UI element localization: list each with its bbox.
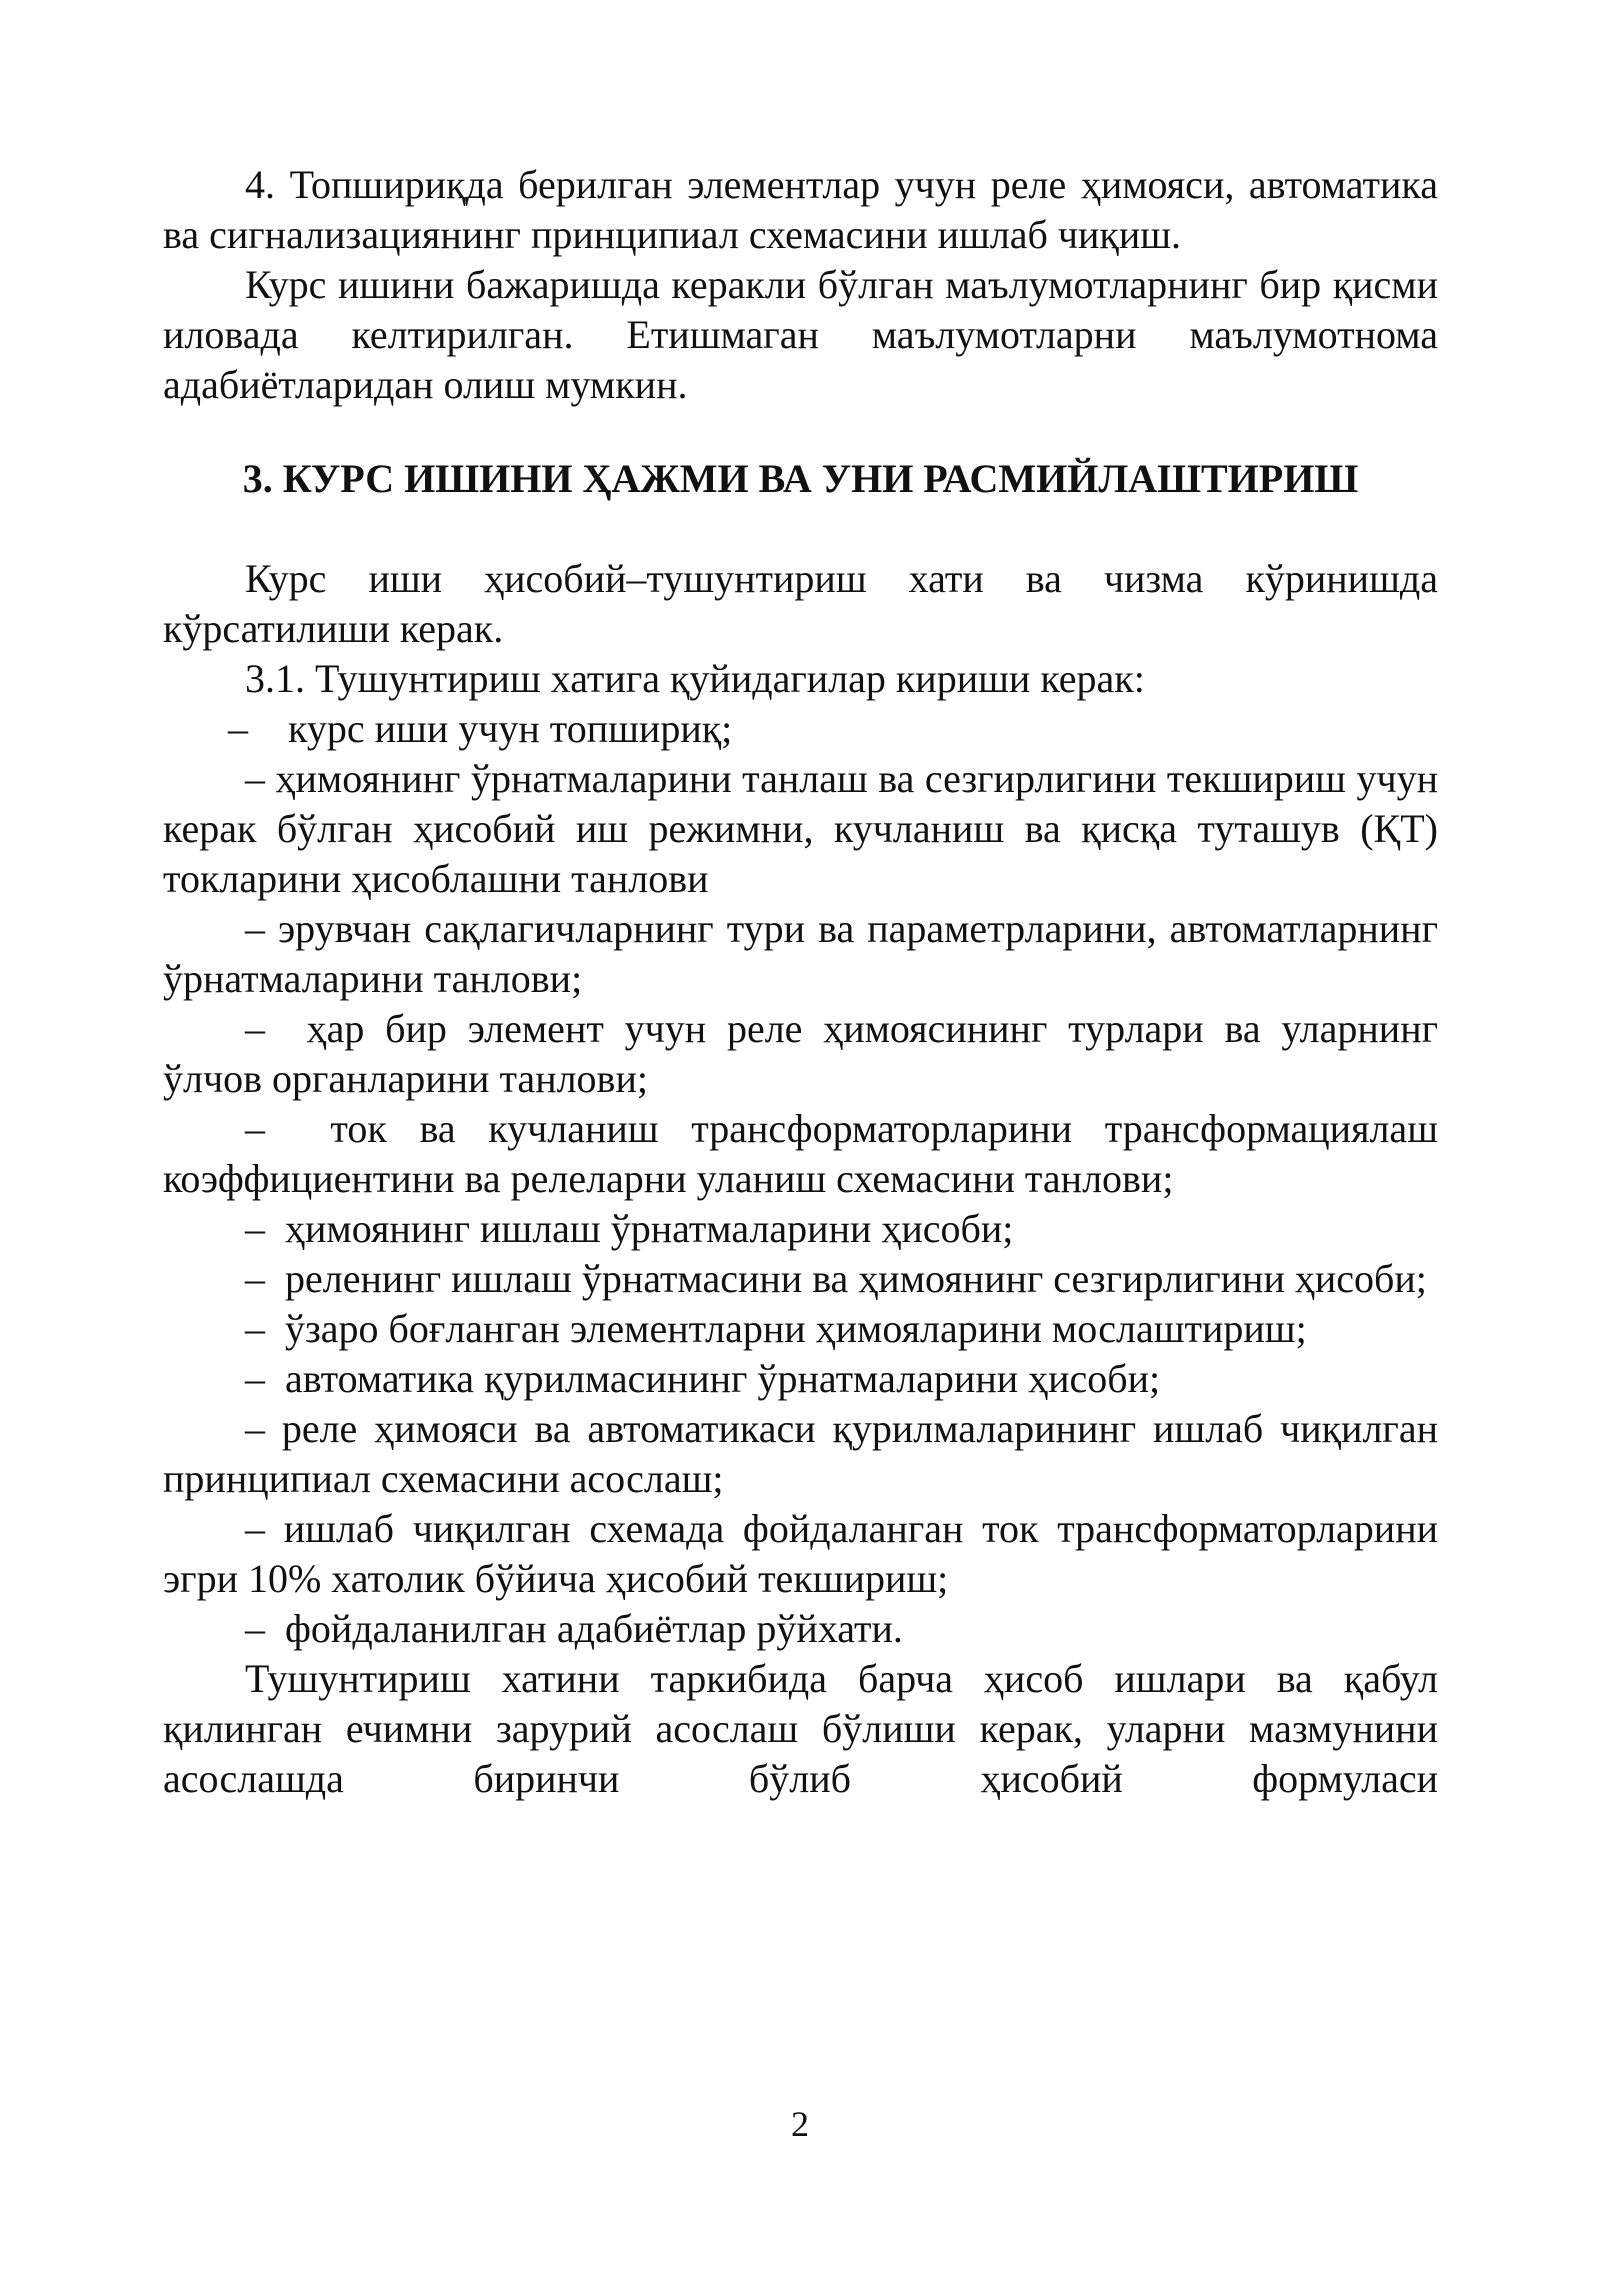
list-item: – фойдаланилган адабиётлар рўйхати.: [245, 1606, 903, 1651]
section-heading: 3. КУРС ИШИНИ ҲАЖМИ ВА УНИ РАСМИЙЛАШТИРИШ: [242, 456, 1359, 501]
list-item: – эрувчан сақлагичларнинг тури ва параметрларини, автоматларнинг ўрнатмаларини танлови;: [163, 906, 1438, 1001]
paragraph-reference-data: Курс ишини бажаришда керакли бўлган маълумотларнинг бир қисми иловада келтирилган. Етишмаган маълумотларни маълумотнома адабиётларидан олиш мумкин.: [163, 262, 1438, 407]
page-body: [163, 160, 1438, 1804]
list-item: – ҳар бир элемент учун реле ҳимоясининг турлари ва уларнинг ўлчов органларини танлови;: [163, 1006, 1438, 1101]
page-number: 2: [791, 2104, 809, 2144]
paragraph-section-3-1: 3.1. Тушунтириш хатига қуйидагилар кириши керак:: [245, 656, 1145, 701]
list-item: – ҳимоянинг ўрнатмаларини танлаш ва сезгирлигини текшириш учун керак бўлган ҳисобий иш режимни, кучланиш ва қисқа туташув (ҚТ) токларини ҳисоблашни танлови: [163, 756, 1438, 901]
list-item: – ток ва кучланиш трансформаторларини трансформациялаш коэффициентини ва релеларни уланиш схемасини танлови;: [163, 1106, 1438, 1201]
list-item: – реле ҳимояси ва автоматикаси қурилмаларининг ишлаб чиқилган принципиал схемасини асослаш;: [163, 1406, 1438, 1501]
list-item: – автоматика қурилмасининг ўрнатмаларини ҳисоби;: [245, 1356, 1161, 1401]
paragraph-intro: Курс иши ҳисобий–тушунтириш хати ва чизма кўринишда кўрсатилиши керак.: [163, 556, 1438, 651]
list-item: – ўзаро боғланган элементларни ҳимояларини мослаштириш;: [245, 1306, 1307, 1351]
list-item: – курс иши учун топшириқ;: [228, 706, 733, 751]
list-item: – ишлаб чиқилган схемада фойдаланган ток трансформаторларини эгри 10% хатолик бўйича ҳисобий текшириш;: [163, 1506, 1438, 1601]
list-item: – ҳимоянинг ишлаш ўрнатмаларини ҳисоби;: [245, 1206, 1014, 1251]
paragraph-closing: Тушунтириш хатини таркибида барча ҳисоб ишлари ва қабул қилинган ечимни зарурий асослаш бўлиши керак, уларни мазмунини асослашда биринчи бўлиб ҳисобий формуласи: [163, 1656, 1438, 1801]
paragraph-task-4: 4. Топшириқда берилган элементлар учун реле ҳимояси, автоматика ва сигнализациянинг принципиал схемасини ишлаб чиқиш.: [163, 162, 1438, 257]
list-item: – реленинг ишлаш ўрнатмасини ва ҳимоянинг сезгирлигини ҳисоби;: [245, 1256, 1427, 1301]
